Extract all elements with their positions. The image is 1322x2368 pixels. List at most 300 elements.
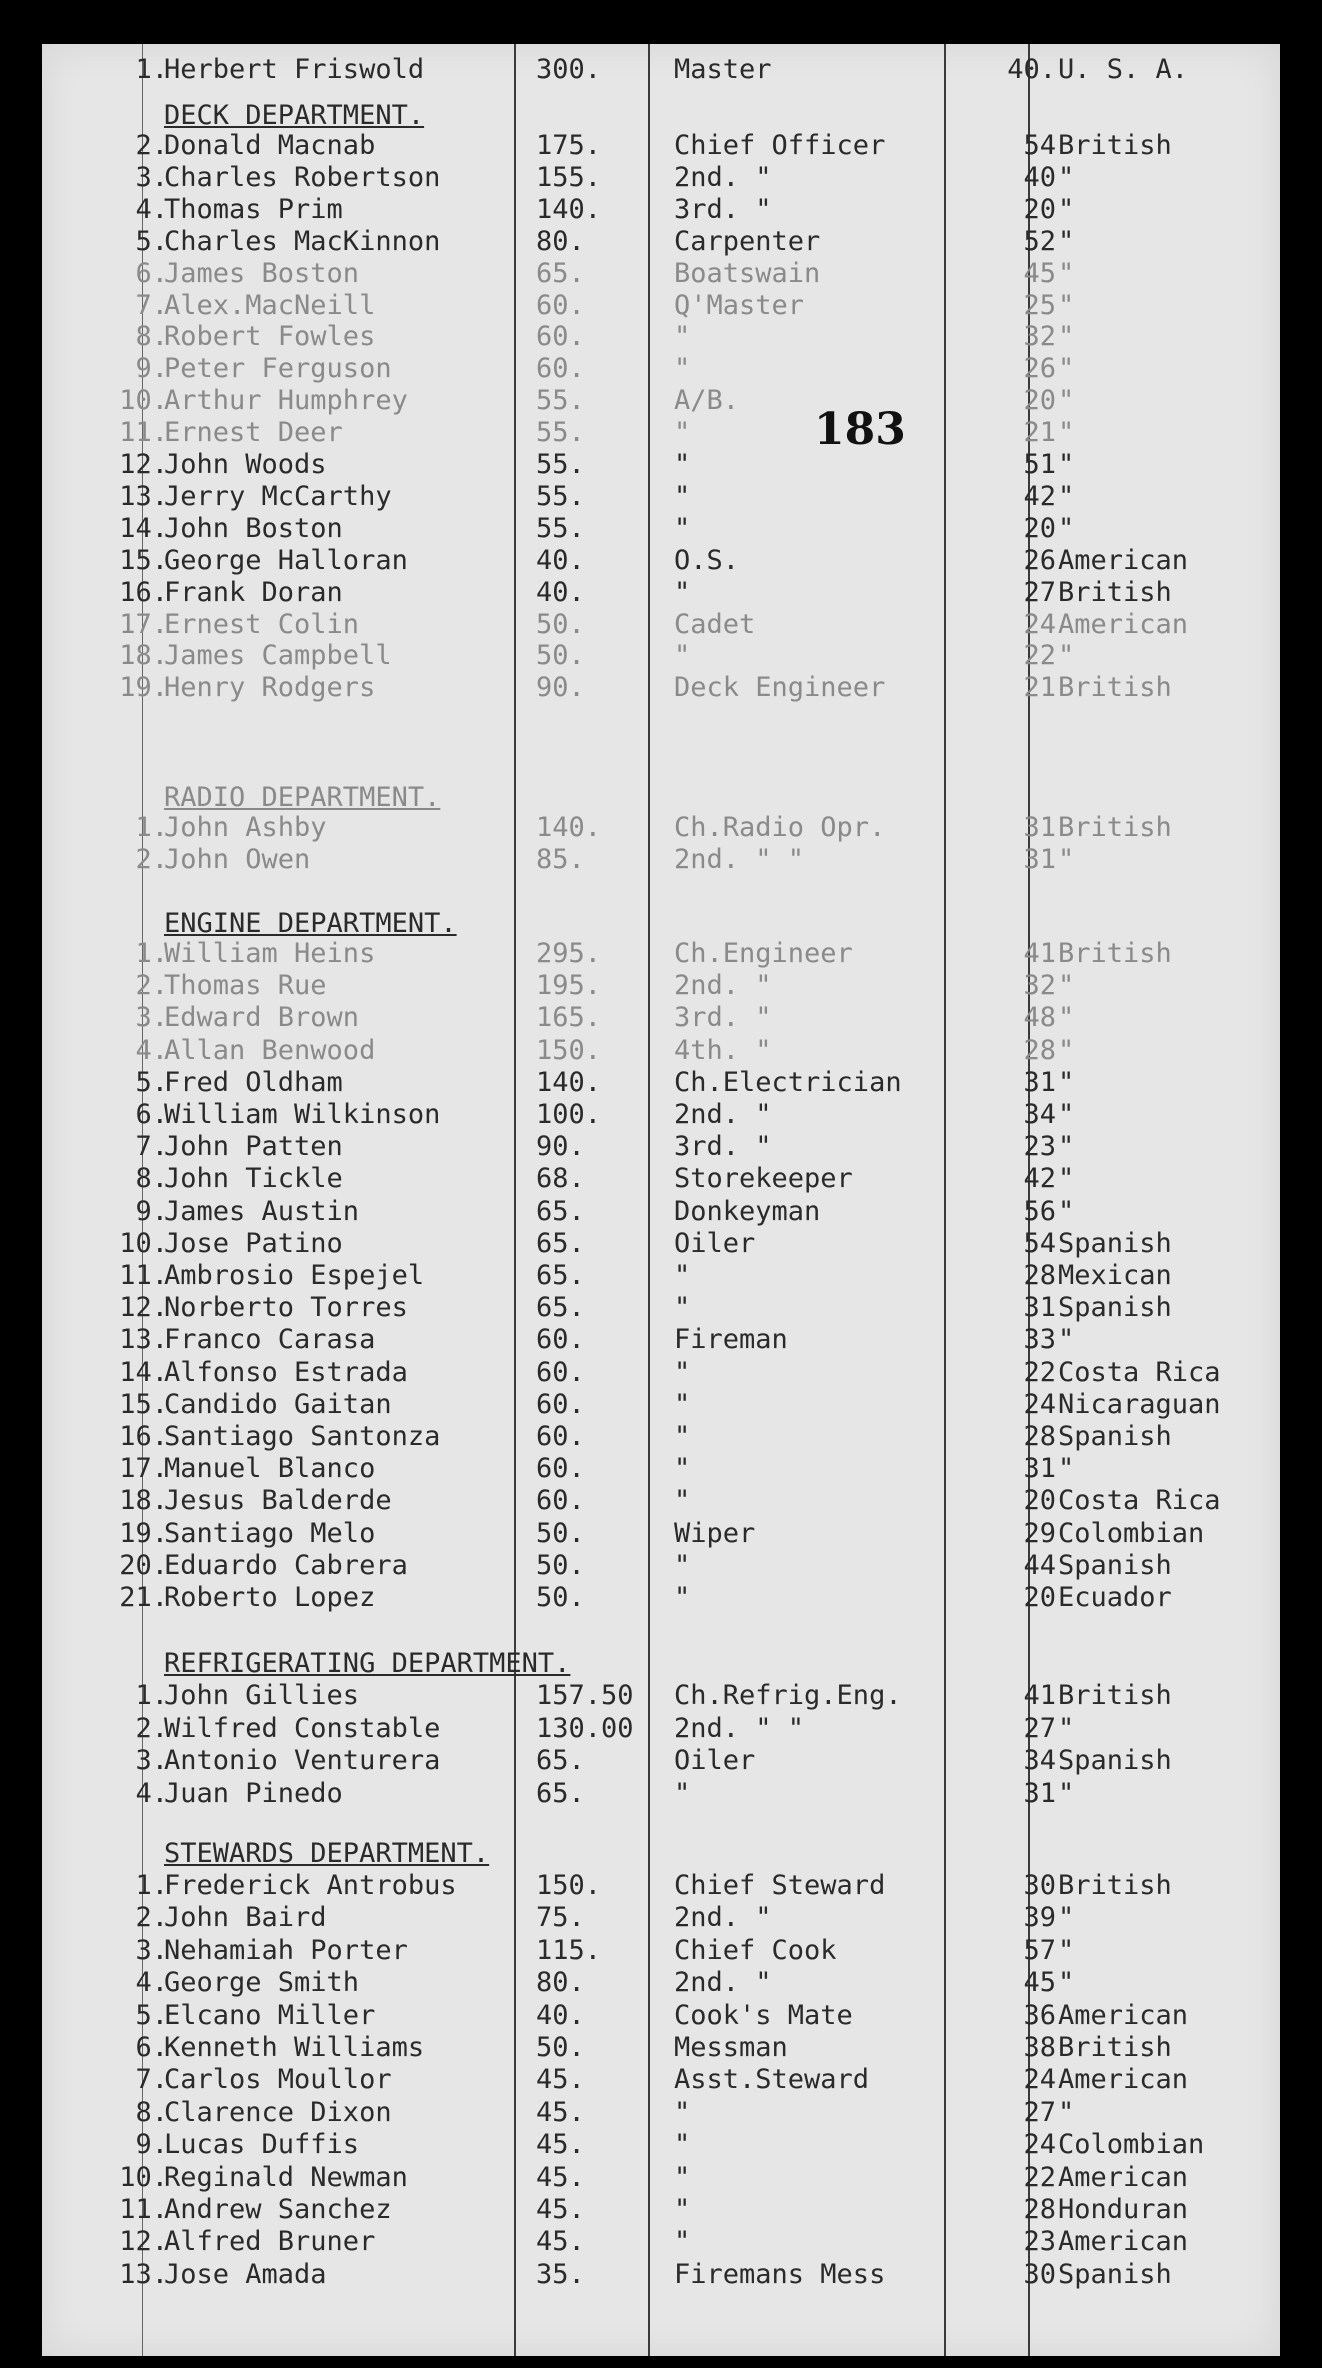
table-row — [42, 1324, 1280, 1356]
row-number: 3. — [135, 161, 168, 193]
crew-age: 31 — [1023, 844, 1056, 875]
row-number: 6. — [135, 2032, 168, 2063]
crew-age: 28 — [1023, 2194, 1056, 2225]
crew-age: 42 — [1023, 480, 1056, 512]
crew-rank: " — [674, 640, 691, 672]
table-row — [42, 1550, 1280, 1582]
table-row — [42, 1099, 1280, 1131]
crew-nationality: " — [1058, 1967, 1075, 1999]
crew-nationality: " — [1058, 1034, 1075, 1066]
crew-rank: " — [674, 2194, 691, 2225]
table-row — [42, 226, 1280, 258]
row-number: 11. — [119, 2194, 168, 2225]
table-row — [42, 1935, 1280, 1967]
crew-wage: 55. — [536, 512, 585, 544]
crew-rank: Chief Steward — [674, 1870, 886, 1901]
row-number: 15. — [119, 1388, 168, 1420]
crew-rank: " — [674, 1388, 691, 1420]
table-row — [42, 449, 1280, 481]
crew-rank: Chief Cook — [674, 1934, 837, 1966]
crew-age: 34 — [1023, 1745, 1056, 1776]
table-row — [42, 353, 1280, 385]
table-row — [42, 1902, 1280, 1934]
crew-age: 51 — [1023, 449, 1056, 480]
crew-wage: 155. — [536, 161, 602, 193]
crew-wage: 60. — [536, 1485, 585, 1517]
crew-age: 31 — [1023, 1292, 1056, 1324]
crew-name: Arthur Humphrey — [164, 385, 408, 417]
crew-name: Manuel Blanco — [164, 1453, 376, 1485]
crew-nationality: British — [1058, 938, 1172, 969]
crew-wage: 65. — [536, 1260, 585, 1291]
table-row — [42, 1713, 1280, 1745]
crew-age: 20 — [1023, 1582, 1056, 1613]
crew-nationality: " — [1058, 289, 1075, 321]
crew-name: John Patten — [164, 1131, 343, 1163]
crew-nationality: U. S. A. — [1058, 54, 1189, 85]
crew-wage: 140. — [536, 812, 602, 843]
crew-rank: " — [674, 417, 691, 449]
table-row — [42, 2032, 1280, 2064]
crew-wage: 45. — [536, 2161, 585, 2193]
row-number: 11. — [119, 1260, 168, 1291]
crew-rank: Oiler — [674, 1227, 756, 1259]
row-number: 2. — [135, 1902, 168, 1934]
crew-rank: Ch.Radio Opr. — [674, 812, 886, 843]
row-number: 4. — [135, 1967, 168, 1999]
crew-rank: Ch.Engineer — [674, 938, 853, 969]
crew-nationality: American — [1058, 544, 1189, 576]
row-number: 14. — [119, 512, 168, 544]
crew-nationality: " — [1058, 2096, 1075, 2128]
crew-name: Charles Robertson — [164, 161, 441, 193]
crew-age: 24 — [1023, 608, 1056, 640]
crew-name: Ernest Colin — [164, 608, 360, 640]
crew-nationality: " — [1058, 353, 1075, 385]
crew-nationality: " — [1058, 1163, 1075, 1195]
crew-rank: 3rd. " — [674, 1002, 772, 1034]
crew-rank: Carpenter — [674, 225, 821, 257]
crew-rank: Master — [674, 54, 772, 85]
crew-age: 31 — [1023, 1453, 1056, 1485]
crew-nationality: " — [1058, 970, 1075, 1002]
crew-age: 45 — [1023, 1967, 1056, 1999]
row-number: 13. — [119, 480, 168, 512]
row-number: 13. — [119, 1324, 168, 1356]
crew-wage: 65. — [536, 1292, 585, 1324]
table-row — [42, 1260, 1280, 1292]
table-row — [42, 1745, 1280, 1777]
row-number: 1. — [135, 1870, 168, 1901]
table-row — [42, 1680, 1280, 1712]
crew-nationality: " — [1058, 1324, 1075, 1356]
crew-nationality: British — [1058, 1870, 1172, 1901]
crew-rank: Ch.Electrician — [674, 1066, 902, 1098]
crew-name: James Campbell — [164, 640, 392, 672]
table-row — [42, 481, 1280, 513]
department-heading: REFRIGERATING DEPARTMENT. — [164, 1648, 571, 1679]
crew-age: 20 — [1023, 193, 1056, 225]
crew-nationality: Spanish — [1058, 1421, 1172, 1452]
crew-age: 25 — [1023, 289, 1056, 321]
crew-rank: " — [674, 512, 691, 544]
table-row — [42, 2064, 1280, 2096]
table-row — [42, 1292, 1280, 1324]
crew-nationality: Spanish — [1058, 1549, 1172, 1581]
crew-wage: 55. — [536, 480, 585, 512]
crew-nationality: Spanish — [1058, 1227, 1172, 1259]
table-row — [42, 417, 1280, 449]
table-row — [42, 1582, 1280, 1614]
crew-age: 54 — [1023, 130, 1056, 161]
crew-rank: " — [674, 1549, 691, 1581]
crew-nationality: Spanish — [1058, 1292, 1172, 1324]
table-row — [42, 609, 1280, 641]
crew-name: John Boston — [164, 512, 343, 544]
crew-wage: 300. — [536, 54, 602, 85]
crew-name: John Tickle — [164, 1163, 343, 1195]
crew-nationality: " — [1058, 161, 1075, 193]
crew-rank: " — [674, 321, 691, 353]
crew-rank: " — [674, 353, 691, 385]
crew-wage: 150. — [536, 1870, 602, 1901]
crew-nationality: " — [1058, 1902, 1075, 1934]
crew-rank: " — [674, 2226, 691, 2258]
crew-name: John Ashby — [164, 812, 327, 843]
table-row — [42, 1389, 1280, 1421]
crew-name: James Boston — [164, 257, 360, 289]
crew-name: Jose Patino — [164, 1227, 343, 1259]
row-number: 19. — [119, 672, 168, 704]
crew-wage: 50. — [536, 1517, 585, 1549]
crew-name: Peter Ferguson — [164, 353, 392, 385]
crew-age: 52 — [1023, 225, 1056, 257]
crew-name: Frank Doran — [164, 576, 343, 608]
row-number: 16. — [119, 576, 168, 608]
crew-rank: A/B. — [674, 385, 740, 417]
crew-name: Ambrosio Espejel — [164, 1260, 425, 1291]
crew-nationality: " — [1058, 385, 1075, 417]
crew-nationality: Ecuador — [1058, 1582, 1172, 1613]
table-row — [42, 1228, 1280, 1260]
crew-name: Allan Benwood — [164, 1034, 376, 1066]
row-number: 4. — [135, 1034, 168, 1066]
crew-age: 22 — [1023, 640, 1056, 672]
crew-wage: 60. — [536, 289, 585, 321]
row-number: 5. — [135, 1999, 168, 2031]
crew-name: Jose Amada — [164, 2258, 327, 2290]
crew-wage: 60. — [536, 1453, 585, 1485]
crew-rank: " — [674, 1356, 691, 1388]
table-row — [42, 1357, 1280, 1389]
crew-nationality: American — [1058, 1999, 1189, 2031]
row-number: 5. — [135, 225, 168, 257]
crew-name: Herbert Friswold — [164, 54, 425, 85]
crew-age: 45 — [1023, 257, 1056, 289]
crew-name: James Austin — [164, 1195, 360, 1227]
table-row — [42, 2000, 1280, 2032]
crew-rank: 3rd. " — [674, 1131, 772, 1163]
table-row — [42, 938, 1280, 970]
crew-wage: 50. — [536, 2032, 585, 2063]
crew-nationality: Spanish — [1058, 2258, 1172, 2290]
crew-rank: " — [674, 2096, 691, 2128]
crew-wage: 295. — [536, 938, 602, 969]
crew-wage: 45. — [536, 2064, 585, 2096]
crew-age: 26 — [1023, 353, 1056, 385]
row-number: 1. — [135, 54, 168, 85]
row-number: 6. — [135, 257, 168, 289]
crew-age: 22 — [1023, 1356, 1056, 1388]
crew-nationality: " — [1058, 257, 1075, 289]
row-number: 10. — [119, 385, 168, 417]
crew-rank: 2nd. " — [674, 161, 772, 193]
crew-name: Candido Gaitan — [164, 1388, 392, 1420]
crew-wage: 175. — [536, 130, 602, 161]
department-heading: ENGINE DEPARTMENT. — [164, 908, 457, 939]
crew-wage: 45. — [536, 2096, 585, 2128]
table-row — [42, 194, 1280, 226]
crew-rank: Fireman — [674, 1324, 788, 1356]
row-number: 3. — [135, 1934, 168, 1966]
table-row — [42, 258, 1280, 290]
department-heading: RADIO DEPARTMENT. — [164, 782, 441, 813]
crew-nationality: British — [1058, 812, 1172, 843]
crew-name: Santiago Melo — [164, 1517, 376, 1549]
crew-wage: 40. — [536, 1999, 585, 2031]
crew-age: 20 — [1023, 1485, 1056, 1517]
row-number: 12. — [119, 1292, 168, 1324]
crew-name: Carlos Moullor — [164, 2064, 392, 2096]
crew-nationality: Costa Rica — [1058, 1356, 1221, 1388]
row-number: 11. — [119, 417, 168, 449]
crew-name: Frederick Antrobus — [164, 1870, 457, 1901]
department-heading: STEWARDS DEPARTMENT. — [164, 1838, 490, 1869]
crew-name: Santiago Santonza — [164, 1421, 441, 1452]
crew-wage: 50. — [536, 1582, 585, 1613]
crew-name: Jerry McCarthy — [164, 480, 392, 512]
table-row — [42, 545, 1280, 577]
crew-name: Donald Macnab — [164, 130, 376, 161]
crew-age: 20 — [1023, 512, 1056, 544]
crew-wage: 50. — [536, 1549, 585, 1581]
crew-wage: 80. — [536, 1967, 585, 1999]
crew-nationality: " — [1058, 1777, 1075, 1809]
table-row — [42, 321, 1280, 353]
crew-wage: 55. — [536, 385, 585, 417]
crew-rank: " — [674, 1292, 691, 1324]
crew-wage: 60. — [536, 1324, 585, 1356]
crew-name: Charles MacKinnon — [164, 225, 441, 257]
crew-rank: 4th. " — [674, 1034, 772, 1066]
row-number: 15. — [119, 544, 168, 576]
row-number: 9. — [135, 1195, 168, 1227]
crew-age: 27 — [1023, 576, 1056, 608]
crew-rank: " — [674, 449, 691, 480]
row-number: 3. — [135, 1002, 168, 1034]
table-row — [42, 1196, 1280, 1228]
crew-age: 40 — [1023, 161, 1056, 193]
crew-wage: 45. — [536, 2129, 585, 2161]
crew-rank: " — [674, 1421, 691, 1452]
crew-rank: Asst.Steward — [674, 2064, 870, 2096]
crew-nationality: " — [1058, 1712, 1075, 1744]
table-row — [42, 1778, 1280, 1810]
crew-nationality: " — [1058, 193, 1075, 225]
crew-rank: " — [674, 2129, 691, 2161]
table-row — [42, 54, 1280, 86]
crew-wage: 45. — [536, 2226, 585, 2258]
row-number: 4. — [135, 1777, 168, 1809]
crew-age: 33 — [1023, 1324, 1056, 1356]
crew-name: Franco Carasa — [164, 1324, 376, 1356]
crew-wage: 195. — [536, 970, 602, 1002]
row-number: 21. — [119, 1582, 168, 1613]
crew-wage: 165. — [536, 1002, 602, 1034]
crew-wage: 60. — [536, 1356, 585, 1388]
crew-wage: 90. — [536, 1131, 585, 1163]
table-row — [42, 2097, 1280, 2129]
row-number: 16. — [119, 1421, 168, 1452]
table-row — [42, 1067, 1280, 1099]
crew-wage: 55. — [536, 417, 585, 449]
crew-age: 21 — [1023, 417, 1056, 449]
crew-nationality: Mexican — [1058, 1260, 1172, 1291]
crew-wage: 45. — [536, 2194, 585, 2225]
table-row — [42, 1035, 1280, 1067]
table-row — [42, 2194, 1280, 2226]
crew-nationality: " — [1058, 225, 1075, 257]
crew-age: 28 — [1023, 1421, 1056, 1452]
crew-name: Robert Fowles — [164, 321, 376, 353]
table-row — [42, 1967, 1280, 1999]
crew-name: Jesus Balderde — [164, 1485, 392, 1517]
crew-name: Thomas Rue — [164, 970, 327, 1002]
row-number: 10. — [119, 1227, 168, 1259]
crew-age: 48 — [1023, 1002, 1056, 1034]
crew-age: 28 — [1023, 1034, 1056, 1066]
crew-age: 54 — [1023, 1227, 1056, 1259]
row-number: 1. — [135, 1680, 168, 1711]
crew-nationality: " — [1058, 1066, 1075, 1098]
crew-rank: " — [674, 480, 691, 512]
crew-name: Alex.MacNeill — [164, 289, 376, 321]
crew-name: Roberto Lopez — [164, 1582, 376, 1613]
crew-wage: 60. — [536, 1421, 585, 1452]
crew-name: Ernest Deer — [164, 417, 343, 449]
crew-wage: 85. — [536, 844, 585, 875]
row-number: 4. — [135, 193, 168, 225]
row-number: 7. — [135, 2064, 168, 2096]
crew-nationality: British — [1058, 2032, 1172, 2063]
crew-name: Alfonso Estrada — [164, 1356, 408, 1388]
crew-rank: 2nd. " — [674, 1967, 772, 1999]
row-number: 2. — [135, 1712, 168, 1744]
crew-name: Eduardo Cabrera — [164, 1549, 408, 1581]
crew-wage: 90. — [536, 672, 585, 704]
row-number: 7. — [135, 1131, 168, 1163]
crew-age: 27 — [1023, 1712, 1056, 1744]
table-row — [42, 640, 1280, 672]
crew-list-sheet — [42, 44, 1280, 2356]
crew-wage: 40. — [536, 576, 585, 608]
crew-nationality: Costa Rica — [1058, 1485, 1221, 1517]
crew-rank: Cadet — [674, 608, 756, 640]
crew-wage: 50. — [536, 640, 585, 672]
table-row — [42, 130, 1280, 162]
crew-age: 31 — [1023, 1777, 1056, 1809]
crew-nationality: Honduran — [1058, 2194, 1189, 2225]
table-row — [42, 844, 1280, 876]
row-number: 7. — [135, 289, 168, 321]
row-number: 19. — [119, 1517, 168, 1549]
crew-nationality: British — [1058, 1680, 1172, 1711]
crew-rank: Firemans Mess — [674, 2258, 886, 2290]
crew-age: 31 — [1023, 812, 1056, 843]
crew-age: 57 — [1023, 1934, 1056, 1966]
page-stamp-number: 183 — [814, 404, 906, 455]
crew-rank: 2nd. " — [674, 1099, 772, 1130]
row-number: 9. — [135, 2129, 168, 2161]
crew-wage: 55. — [536, 449, 585, 480]
crew-rank: " — [674, 576, 691, 608]
table-row — [42, 385, 1280, 417]
crew-name: Lucas Duffis — [164, 2129, 360, 2161]
row-number: 13. — [119, 2258, 168, 2290]
crew-age: 32 — [1023, 321, 1056, 353]
table-row — [42, 2226, 1280, 2258]
table-row — [42, 812, 1280, 844]
crew-name: George Smith — [164, 1967, 360, 1999]
crew-nationality: American — [1058, 2161, 1189, 2193]
crew-age: 21 — [1023, 672, 1056, 704]
row-number: 5. — [135, 1066, 168, 1098]
crew-nationality: " — [1058, 417, 1075, 449]
row-number: 14. — [119, 1356, 168, 1388]
crew-wage: 65. — [536, 1227, 585, 1259]
crew-rank: Messman — [674, 2032, 788, 2063]
crew-nationality: Colombian — [1058, 2129, 1205, 2161]
crew-rank: 2nd. " " — [674, 844, 805, 875]
crew-wage: 130.00 — [536, 1712, 634, 1744]
row-number: 2. — [135, 844, 168, 875]
crew-name: Juan Pinedo — [164, 1777, 343, 1809]
crew-rank: Q'Master — [674, 289, 805, 321]
crew-rank: Boatswain — [674, 257, 821, 289]
row-number: 20. — [119, 1549, 168, 1581]
crew-age: 56 — [1023, 1195, 1056, 1227]
crew-rank: Wiper — [674, 1517, 756, 1549]
crew-name: Antonio Venturera — [164, 1745, 441, 1776]
crew-age: 41 — [1023, 938, 1056, 969]
crew-age: 30 — [1023, 2258, 1056, 2290]
crew-rank: " — [674, 1453, 691, 1485]
crew-nationality: Spanish — [1058, 1745, 1172, 1776]
crew-wage: 65. — [536, 1745, 585, 1776]
crew-wage: 115. — [536, 1934, 602, 1966]
crew-nationality: " — [1058, 1934, 1075, 1966]
crew-rank: " — [674, 1485, 691, 1517]
crew-wage: 157.50 — [536, 1680, 634, 1711]
crew-nationality: American — [1058, 2226, 1189, 2258]
crew-rank: " — [674, 1777, 691, 1809]
crew-age: 23 — [1023, 2226, 1056, 2258]
table-row — [42, 1485, 1280, 1517]
crew-rank: Donkeyman — [674, 1195, 821, 1227]
crew-nationality: American — [1058, 2064, 1189, 2096]
row-number: 9. — [135, 353, 168, 385]
row-number: 12. — [119, 449, 168, 480]
